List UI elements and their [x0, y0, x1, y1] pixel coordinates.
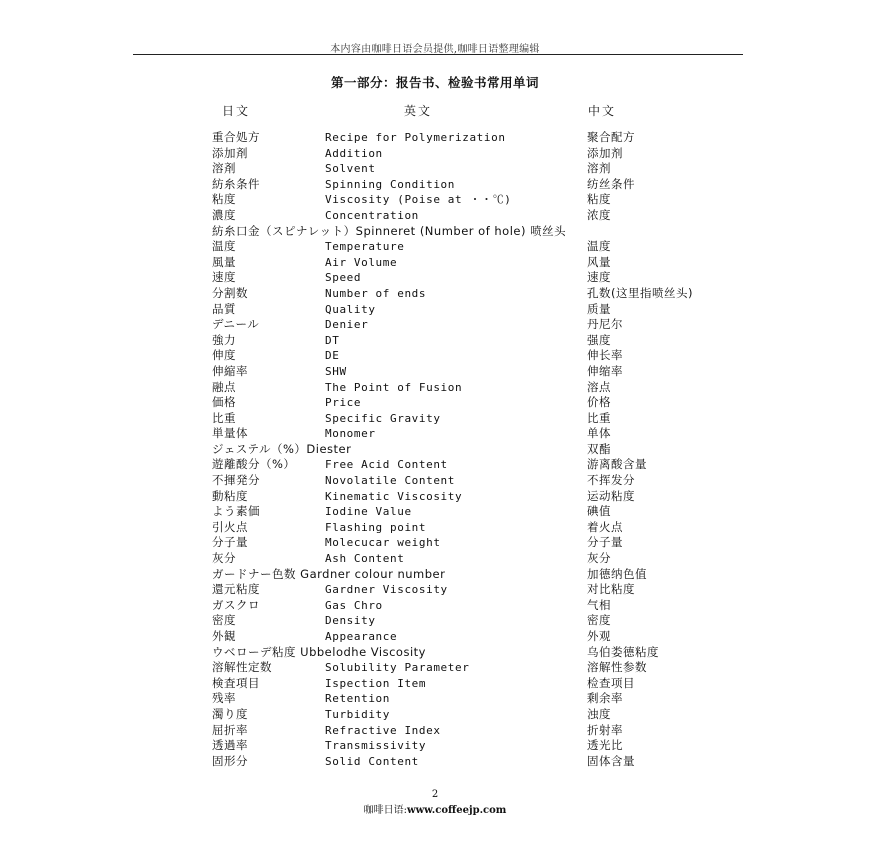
table-row: [212, 395, 752, 411]
cell-chinese: 温度: [587, 239, 611, 254]
table-row: [212, 457, 752, 473]
cell-english: Density: [325, 614, 376, 628]
cell-chinese: 对比粘度: [587, 582, 635, 597]
cell-english: Speed: [325, 271, 362, 285]
cell-chinese: 密度: [587, 613, 611, 628]
cell-japanese: 融点: [212, 379, 236, 394]
cell-english: Air Volume: [325, 255, 398, 269]
cell-chinese: 强度: [587, 332, 611, 347]
cell-chinese: 风量: [587, 254, 611, 269]
cell-chinese: 浓度: [587, 207, 611, 222]
cell-english: Refractive Index: [325, 723, 441, 737]
table-row: [212, 489, 752, 505]
cell-chinese: 乌伯娄德粘度: [587, 644, 659, 659]
cell-english: Molecucar weight: [325, 536, 441, 550]
table-row: [212, 161, 752, 177]
cell-japanese: 検査項目: [212, 675, 260, 690]
cell-japanese: 外観: [212, 629, 236, 643]
cell-japanese: ジェステル（%）Diester: [212, 441, 352, 456]
cell-english: Solubility Parameter: [325, 661, 470, 675]
cell-japanese: 強力: [212, 332, 236, 347]
table-row: [212, 208, 752, 224]
table-row: [212, 302, 752, 318]
cell-japanese: 紡糸条件: [212, 176, 260, 191]
cell-japanese: 品質: [212, 301, 236, 316]
cell-chinese: 检查项目: [587, 675, 635, 690]
table-row: [212, 691, 752, 707]
cell-japanese: 価格: [212, 395, 236, 410]
cell-japanese: 比重: [212, 410, 236, 425]
cell-chinese: 剩余率: [587, 691, 623, 706]
column-header-chinese: 中文: [588, 104, 617, 118]
cell-english: Addition: [325, 146, 383, 160]
cell-japanese: 引火点: [212, 519, 248, 534]
cell-japanese: 風量: [212, 254, 236, 269]
page-header: 本内容由咖啡日语会员提供,咖啡日语整理编辑: [330, 44, 540, 55]
cell-japanese: 濃度: [212, 207, 236, 222]
table-row: [212, 146, 752, 162]
cell-english: The Point of Fusion: [325, 380, 463, 394]
cell-japanese: 溶剤: [212, 161, 236, 176]
cell-japanese: 固形分: [212, 753, 248, 768]
table-row: [212, 676, 752, 692]
cell-japanese: 重合処方: [212, 130, 260, 144]
cell-chinese: 速度: [587, 270, 611, 285]
cell-chinese: 单体: [587, 426, 611, 441]
table-row: [212, 348, 752, 364]
cell-chinese: 浊度: [587, 706, 611, 721]
column-header-english: 英文: [404, 104, 433, 118]
cell-chinese: 粘度: [587, 192, 611, 207]
cell-chinese: 固体含量: [587, 753, 635, 768]
cell-english: Retention: [325, 692, 391, 706]
cell-japanese: 単量体: [212, 426, 248, 441]
page-number: 2: [431, 789, 439, 800]
cell-english: Gardner Viscosity: [325, 583, 448, 597]
cell-japanese: 密度: [212, 613, 236, 628]
cell-chinese: 溶点: [587, 379, 611, 394]
table-row: [212, 520, 752, 536]
footer-label: 咖啡日语: [363, 805, 404, 816]
cell-chinese: 灰分: [587, 551, 611, 566]
cell-english: Transmissivity: [325, 739, 427, 753]
cell-japanese: 分割数: [212, 285, 248, 300]
cell-japanese: 還元粘度: [212, 582, 260, 597]
cell-chinese: 运动粘度: [587, 488, 635, 503]
cell-english: Solvent: [325, 162, 376, 176]
cell-japanese: 紡糸口金（スピナレット）Spinneret (Number of hole) 喷丝头: [212, 223, 567, 238]
cell-english: Ispection Item: [325, 676, 427, 690]
cell-japanese: ウベローデ粘度 Ubbelodhe Viscosity: [212, 644, 426, 659]
cell-english: Price: [325, 396, 362, 410]
cell-english: Gas Chro: [325, 598, 383, 612]
table-row: [212, 535, 752, 551]
cell-english: Ash Content: [325, 552, 405, 566]
cell-chinese: 比重: [587, 410, 611, 425]
document-title: 第一部分：报告书、检验书常用单词: [330, 75, 539, 90]
cell-japanese: 不揮発分: [212, 473, 260, 488]
cell-japanese: 溶解性定数: [212, 660, 272, 675]
cell-english: Monomer: [325, 427, 376, 441]
cell-japanese: 濁り度: [212, 706, 248, 721]
cell-english: Solid Content: [325, 754, 419, 768]
cell-english: DE: [325, 349, 340, 363]
cell-chinese: 折射率: [587, 722, 623, 737]
cell-chinese: 质量: [587, 301, 611, 316]
cell-chinese: 着火点: [587, 519, 623, 534]
cell-english: Appearance: [325, 630, 398, 643]
header-divider: [133, 54, 743, 55]
cell-chinese: 不挥发分: [587, 473, 635, 488]
cell-japanese: ガードナー色数 Gardner colour number: [212, 566, 446, 581]
table-row: [212, 442, 752, 458]
cell-english: Novolatile Content: [325, 474, 456, 488]
cell-chinese: 外观: [587, 629, 611, 643]
table-row: [212, 629, 752, 645]
cell-chinese: 溶剂: [587, 161, 611, 176]
table-row: [212, 270, 752, 286]
cell-chinese: 纺丝条件: [587, 176, 635, 191]
table-row: [212, 192, 752, 208]
cell-chinese: 加德纳色值: [587, 566, 647, 581]
table-row: [212, 224, 752, 240]
table-row: [212, 707, 752, 723]
cell-english: Quality: [325, 302, 376, 316]
cell-chinese: 双酯: [587, 441, 611, 456]
cell-english: Flashing point: [325, 520, 427, 534]
table-row: [212, 426, 752, 442]
table-row: [212, 504, 752, 520]
footer-site-link[interactable]: www.coffeejp.com: [406, 805, 507, 816]
cell-english: Number of ends: [325, 286, 427, 300]
cell-japanese: 温度: [212, 239, 236, 254]
cell-japanese: デニール: [212, 317, 260, 332]
cell-english: DT: [325, 333, 340, 347]
cell-english: Viscosity (Poise at ・・℃): [325, 193, 512, 207]
table-row: [212, 723, 752, 739]
cell-japanese: ガスクロ: [212, 597, 260, 612]
cell-chinese: 添加剂: [587, 145, 623, 160]
table-row: [212, 582, 752, 598]
cell-english: Free Acid Content: [325, 458, 448, 472]
table-row: [212, 598, 752, 614]
cell-japanese: 灰分: [212, 551, 236, 566]
cell-chinese: 溶解性参数: [587, 660, 647, 675]
table-row: [212, 239, 752, 255]
cell-japanese: 透過率: [212, 738, 248, 753]
cell-english: SHW: [325, 364, 347, 378]
cell-english: Iodine Value: [325, 505, 412, 519]
cell-japanese: 分子量: [212, 535, 248, 550]
cell-chinese: 游离酸含量: [587, 457, 647, 472]
cell-chinese: 分子量: [587, 535, 623, 550]
table-row: [212, 473, 752, 489]
table-row: [212, 364, 752, 380]
table-row: [212, 411, 752, 427]
cell-english: Kinematic Viscosity: [325, 489, 463, 503]
table-row: [212, 738, 752, 754]
cell-english: Recipe for Polymerization: [325, 131, 506, 144]
footer-separator: :: [403, 805, 407, 816]
cell-japanese: 伸縮率: [212, 363, 248, 378]
cell-chinese: 孔数(这里指喷丝头): [587, 285, 693, 300]
cell-japanese: 屈折率: [212, 722, 248, 737]
cell-english: Denier: [325, 318, 369, 332]
cell-japanese: よう素価: [212, 504, 260, 519]
cell-english: Spinning Condition: [325, 177, 456, 191]
table-row: [212, 255, 752, 271]
cell-english: Specific Gravity: [325, 411, 441, 425]
table-row: [212, 645, 752, 661]
cell-japanese: 粘度: [212, 192, 236, 207]
table-row: [212, 317, 752, 333]
cell-japanese: 残率: [212, 691, 236, 706]
cell-chinese: 伸长率: [587, 348, 623, 363]
table-row: [212, 177, 752, 193]
table-row: [212, 613, 752, 629]
cell-chinese: 透光比: [587, 738, 623, 753]
cell-english: Turbidity: [325, 707, 391, 721]
table-row: [212, 130, 752, 146]
table-row: [212, 754, 752, 770]
vocabulary-table: [212, 130, 752, 769]
cell-japanese: 速度: [212, 270, 236, 285]
table-row: [212, 660, 752, 676]
cell-chinese: 丹尼尔: [587, 317, 623, 332]
table-row: [212, 551, 752, 567]
table-row: [212, 567, 752, 583]
cell-chinese: 伸缩率: [587, 363, 623, 378]
table-row: [212, 286, 752, 302]
table-row: [212, 333, 752, 349]
column-header-japanese: 日文: [222, 104, 251, 118]
cell-english: Concentration: [325, 208, 419, 222]
cell-english: Temperature: [325, 240, 405, 254]
cell-japanese: 遊離酸分（%）: [212, 457, 296, 472]
cell-chinese: 碘值: [587, 504, 611, 519]
cell-japanese: 動粘度: [212, 488, 248, 503]
cell-chinese: 价格: [587, 395, 611, 410]
cell-chinese: 聚合配方: [587, 130, 635, 144]
page-footer: [0, 801, 870, 816]
table-row: [212, 380, 752, 396]
cell-japanese: 伸度: [212, 348, 236, 363]
cell-japanese: 添加剤: [212, 145, 248, 160]
cell-chinese: 气相: [587, 597, 611, 612]
